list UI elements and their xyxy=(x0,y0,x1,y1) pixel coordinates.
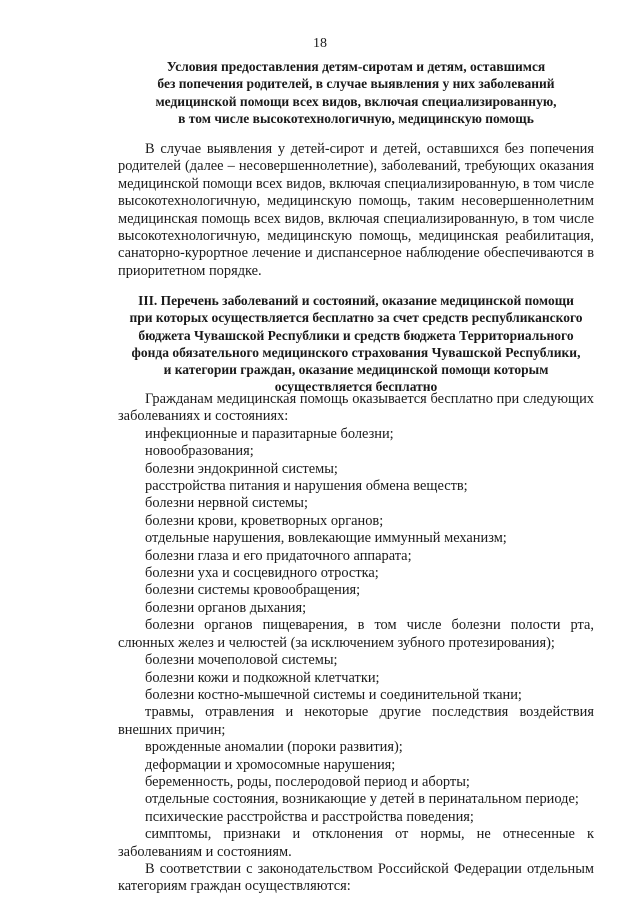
heading-line: медицинской помощи всех видов, включая специализированную, xyxy=(155,93,557,109)
section-heading xyxy=(118,58,594,127)
condition-item: болезни нервной системы; xyxy=(145,495,308,512)
condition-item: отдельные состояния, возникающие у детей в перинатальном периоде; xyxy=(145,791,579,808)
heading-line: фонда обязательного медицинского страхования Чувашской Республики, xyxy=(131,344,581,360)
orphans-paragraph-block xyxy=(118,141,594,280)
condition-item: новообразования; xyxy=(145,443,254,460)
condition-item: болезни мочеполовой системы; xyxy=(145,652,338,669)
condition-item: травмы, отравления и некоторые другие последствия воздействия внешних причин; xyxy=(118,704,594,738)
condition-item: болезни системы кровообращения; xyxy=(145,582,361,599)
condition-item: болезни крови, кроветворных органов; xyxy=(145,512,384,529)
condition-item: болезни органов дыхания; xyxy=(145,599,307,616)
condition-item: врожденные аномалии (пороки развития); xyxy=(145,739,403,756)
condition-item: психические расстройства и расстройства поведения; xyxy=(145,808,474,825)
section-iii-heading xyxy=(112,292,600,396)
condition-item: болезни кожи и подкожной клетчатки; xyxy=(145,669,380,686)
heading-line: без попечения родителей, в случае выявления у них заболеваний xyxy=(157,76,555,92)
condition-item: беременность, роды, послеродовой период и аборты; xyxy=(145,773,470,790)
heading-line: в том числе высокотехнологичную, медицинскую помощь xyxy=(178,110,534,126)
heading-line: III. Перечень заболеваний и состояний, оказание медицинской помощи xyxy=(138,293,574,308)
heading-line: при которых осуществляется бесплатно за счет средств республиканского xyxy=(129,310,583,326)
condition-item: болезни уха и сосцевидного отростка; xyxy=(145,565,379,582)
condition-item: симптомы, признаки и отклонения от нормы, не отнесенные к заболеваниям и состояниям. xyxy=(118,826,594,860)
page-number: 18 xyxy=(313,36,327,51)
condition-item: болезни органов пищеварения, в том числе болезни полости рта, слюнных желез и челюстей (за исключением зубного протезирования); xyxy=(118,617,594,651)
orphans-paragraph: В случае выявления у детей-сирот и детей, оставшихся без попечения родителей (далее – несовершеннолетние), заболеваний, требующих оказания медицинской помощи всех видов, включая специализированную, в том числе высокотехнологичную, медицинскую помощь, таким несовершеннолетним медицинская помощь всех видов, включая специализированную, в том числе высокотехнологичную, медицинскую помощь, медицинская реабилитация, санаторно-курортное лечение и диспансерное наблюдение обеспечиваются в приоритетном порядке. xyxy=(118,141,594,279)
conditions-intro: Гражданам медицинская помощь оказывается бесплатно при следующих заболеваниях и состояниях: xyxy=(118,391,594,425)
heading-line: бюджета Чувашской Республики и средств бюджета Территориального xyxy=(138,327,574,343)
condition-item: болезни эндокринной системы; xyxy=(145,460,338,477)
condition-item: болезни глаза и его придаточного аппарата; xyxy=(145,547,412,564)
heading-line: и категории граждан, оказание медицинской помощи которым xyxy=(163,362,549,378)
condition-item: расстройства питания и нарушения обмена веществ; xyxy=(145,478,468,495)
heading-line: Условия предоставления детям-сиротам и детям, оставшимся xyxy=(166,59,546,74)
condition-item: инфекционные и паразитарные болезни; xyxy=(145,425,394,442)
heading-section-iii xyxy=(112,292,600,396)
condition-item: болезни костно-мышечной системы и соединительной ткани; xyxy=(145,686,522,703)
condition-item: деформации и хромосомные нарушения; xyxy=(145,756,396,773)
conditions-list xyxy=(118,426,594,861)
heading-orphans-conditions xyxy=(118,58,594,127)
condition-item: отдельные нарушения, вовлекающие иммунный механизм; xyxy=(145,530,507,547)
conditions-block xyxy=(118,391,594,896)
closing-paragraph: В соответствии с законодательством Российской Федерации отдельным категориям граждан осуществляются: xyxy=(118,860,594,895)
heading-line: осуществляется бесплатно xyxy=(274,379,438,395)
